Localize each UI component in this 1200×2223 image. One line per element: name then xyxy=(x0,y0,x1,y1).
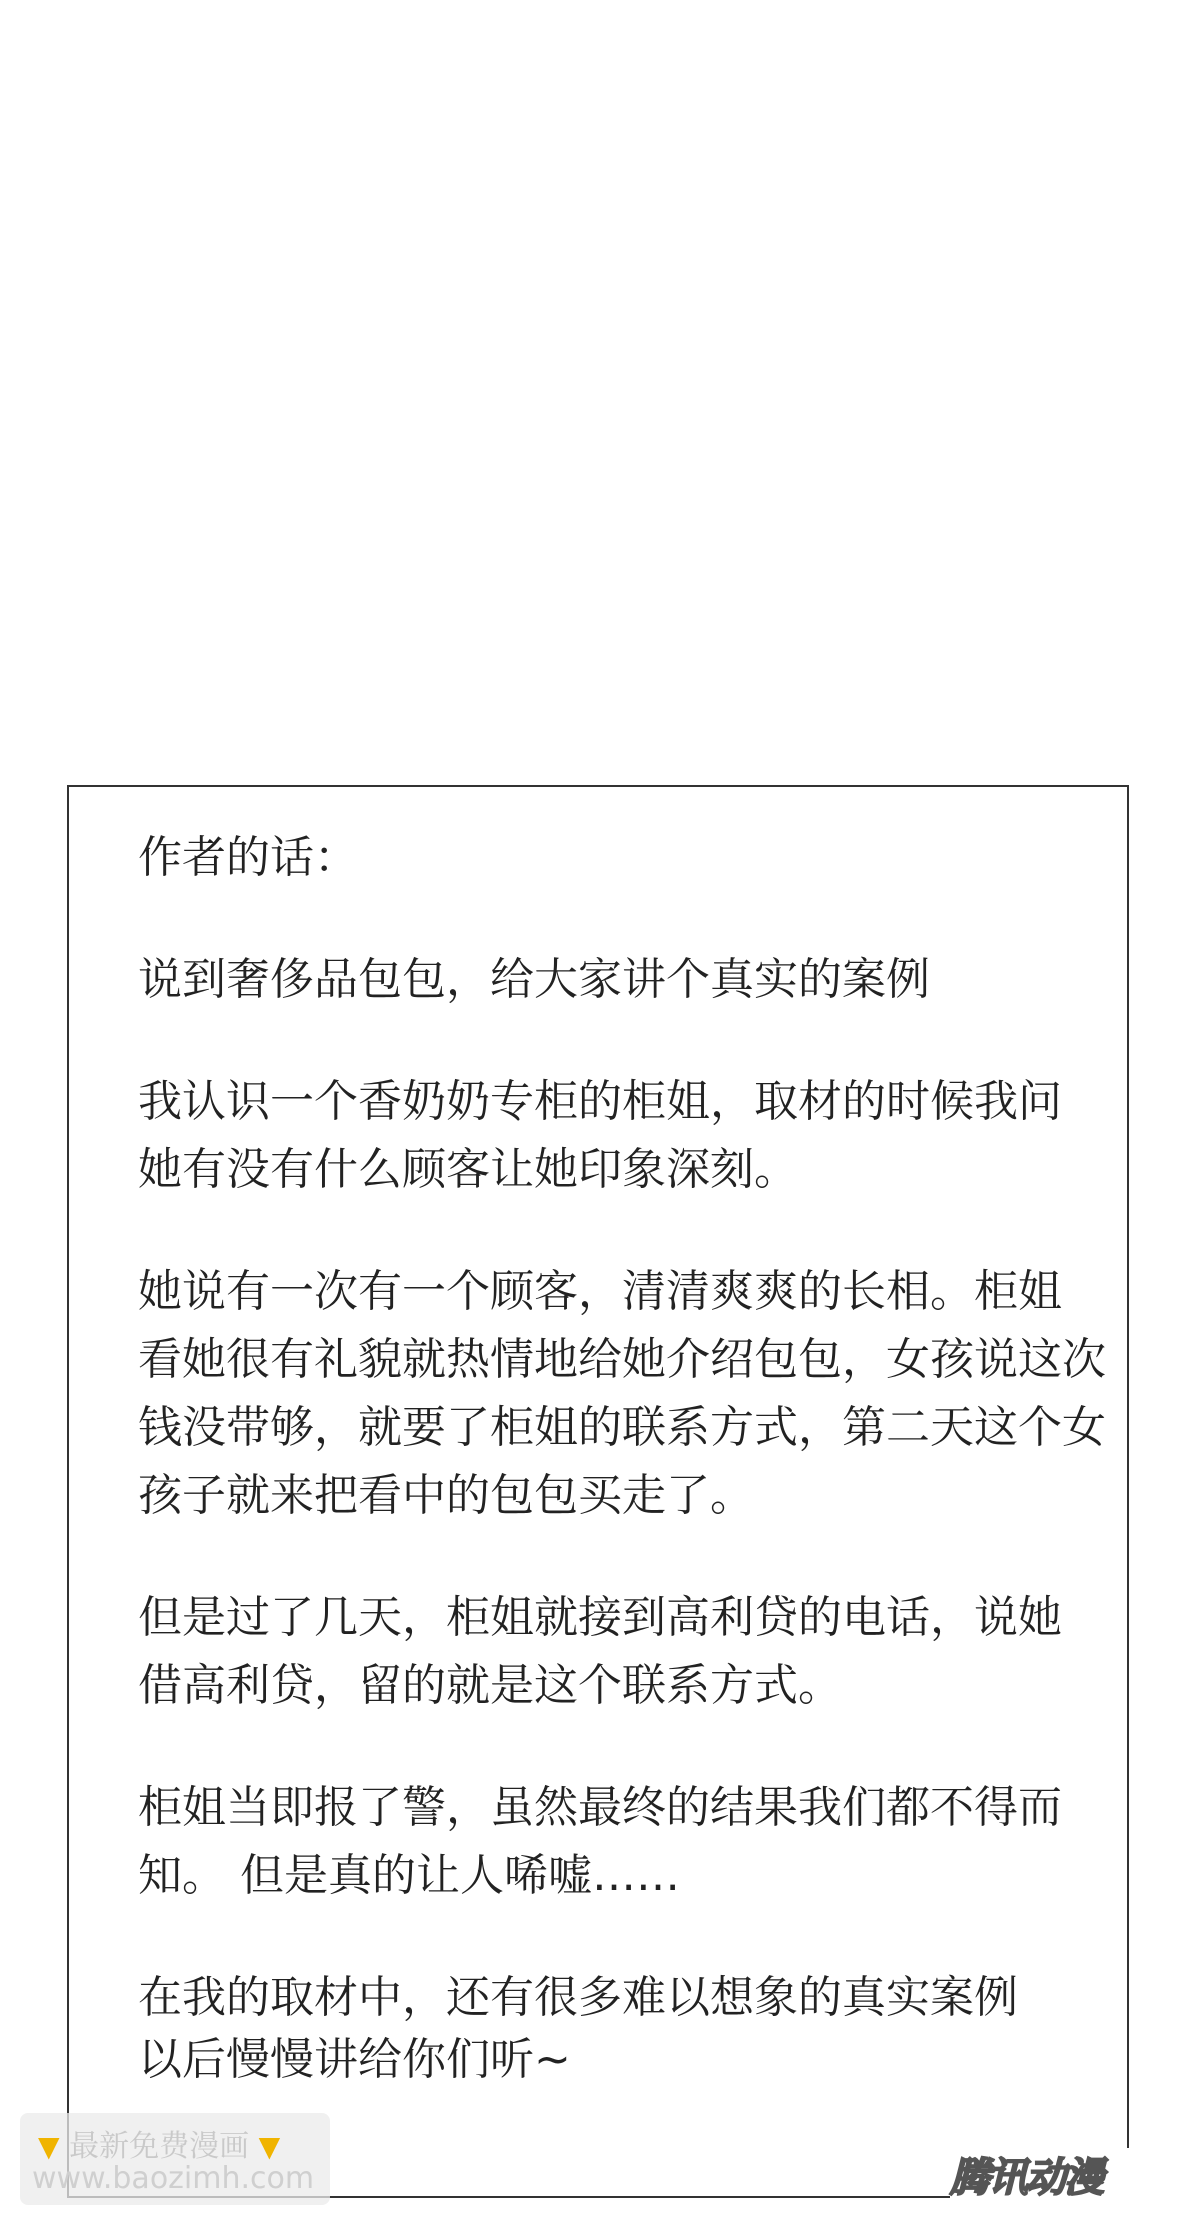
pointing-hand-icon: ▼ xyxy=(38,2130,60,2163)
note-line: 柜姐当即报了警，虽然最终的结果我们都不得而 xyxy=(138,1782,1062,1833)
note-line: 她说有一次有一个顾客，清清爽爽的长相。柜姐 xyxy=(138,1266,1062,1317)
watermark-url: www.baozimh.com xyxy=(32,2161,315,2196)
note-line: 在我的取材中，还有很多难以想象的真实案例 xyxy=(138,1972,1018,2023)
pointing-hand-icon: ▼ xyxy=(258,2130,281,2163)
watermark-title: 最新免费漫画 xyxy=(69,2129,250,2164)
brand-watermark: 腾讯动漫 xyxy=(950,2148,1180,2208)
note-line: 知。 但是真的让人唏嘘…… xyxy=(138,1850,680,1901)
note-line: 以后慢慢讲给你们听~ xyxy=(138,2034,571,2085)
note-line: 孩子就来把看中的包包买走了。 xyxy=(138,1470,754,1521)
note-line: 说到奢侈品包包，给大家讲个真实的案例 xyxy=(138,954,930,1005)
note-line: 我认识一个香奶奶专柜的柜姐，取材的时候我问 xyxy=(138,1076,1062,1127)
note-line: 借高利贷，留的就是这个联系方式。 xyxy=(138,1660,842,1711)
site-watermark xyxy=(20,2113,330,2205)
note-line: 钱没带够，就要了柜姐的联系方式，第二天这个女 xyxy=(138,1402,1106,1453)
note-line: 看她很有礼貌就热情地给她介绍包包，女孩说这次 xyxy=(138,1334,1106,1385)
note-line: 她有没有什么顾客让她印象深刻。 xyxy=(138,1144,798,1195)
note-line: 但是过了几天，柜姐就接到高利贷的电话，说她 xyxy=(138,1592,1062,1643)
note-heading: 作者的话： xyxy=(138,832,358,883)
